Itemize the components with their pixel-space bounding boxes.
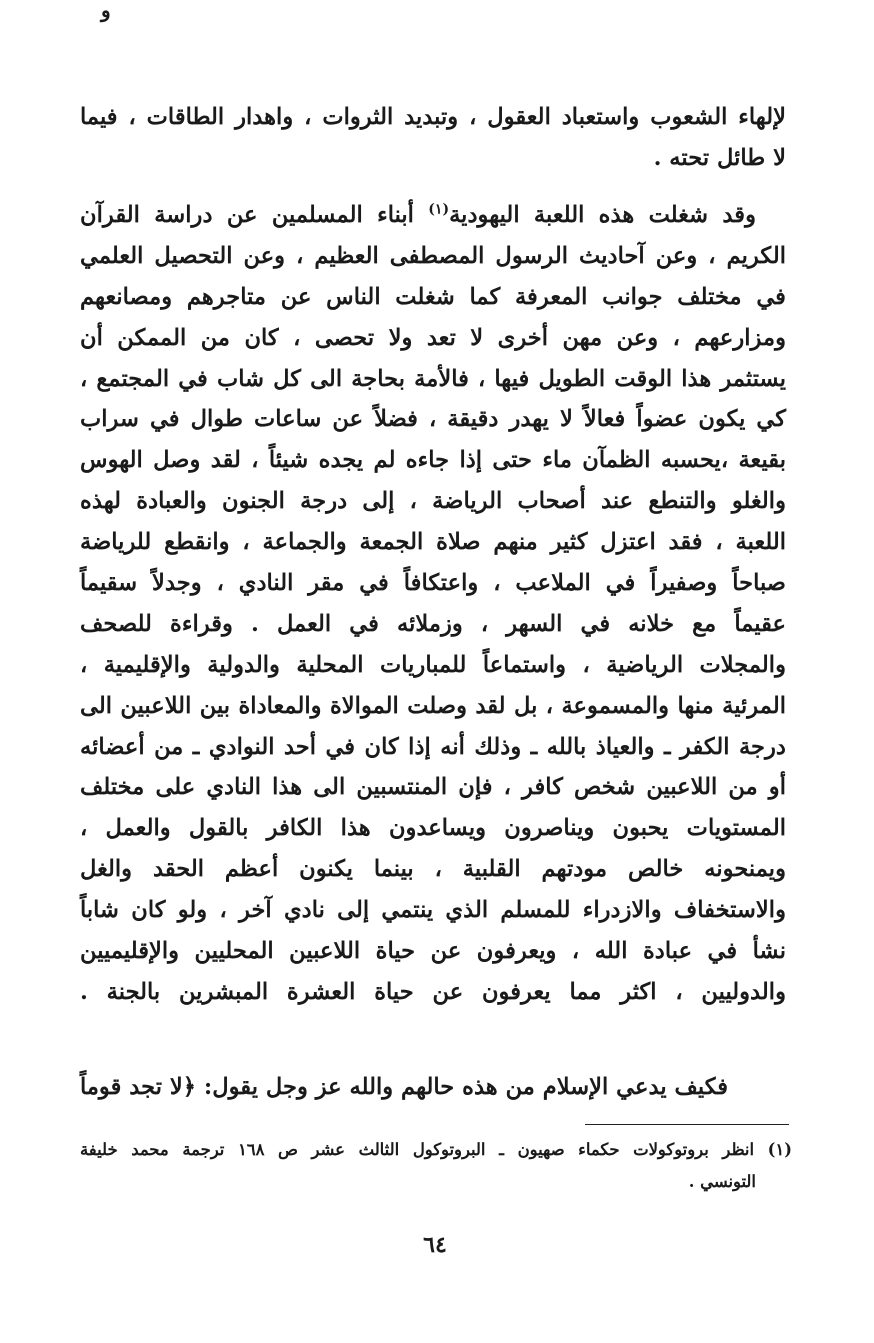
text-line: عقيماً مع خلانه في السهر ، وزملائه في العمل . وقراءة للصحف — [80, 610, 786, 637]
text-line: والدوليين ، اكثر مما يعرفون عن حياة العشرة المبشرين بالجنة . — [80, 978, 786, 1005]
page-number — [0, 1232, 874, 1258]
text-line: والاستخفاف والازدراء للمسلم الذي ينتمي إلى نادي آخر ، ولو كان شاباً — [80, 897, 786, 924]
footnote — [80, 1134, 792, 1198]
text-line: اللعبة ، فقد اعتزل كثير منهم صلاة الجمعة والجماعة ، وانقطع للرياضة — [80, 529, 786, 556]
text-line: والغلو والتنطع عند أصحاب الرياضة ، إلى درجة الجنون والعبادة لهذه — [80, 488, 786, 515]
text-line: المستويات يحبون ويناصرون ويساعدون هذا الكافر بالقول والعمل ، — [80, 815, 786, 842]
footnote-divider — [585, 1124, 789, 1125]
corner-mark: و — [101, 0, 111, 22]
text-line: بقيعة ،يحسبه الظمآن ماء حتى إذا جاءه لم يجده شيئاً ، لقد وصل الهوس — [80, 447, 786, 474]
paragraph-3 — [80, 1067, 786, 1107]
text-line: ويمنحونه خالص مودتهم القلبية ، بينما يكنون أعظم الحقد والغل — [80, 856, 786, 883]
text-line: في مختلف جوانب المعرفة كما شغلت الناس عن متاجرهم ومصانعهم — [80, 283, 786, 310]
text-line: والمجلات الرياضية ، واستماعاً للمباريات المحلية والدولية والإقليمية ، — [80, 651, 786, 678]
text-line: فكيف يدعي الإسلام من هذه حالهم والله عز وجل يقول: ﴿لا تجد قوماً — [79, 1074, 728, 1100]
text-line: كي يكون عضواً فعالاً لا يهدر دقيقة ، فضلاً عن ساعات طوال في سراب — [80, 406, 786, 433]
page-number-text: ٦٤ — [423, 1232, 447, 1258]
paragraph-1 — [80, 97, 786, 179]
text-line-start: وقد شغلت هذه اللعبة اليهودية — [449, 202, 756, 228]
footnote-reference[interactable]: (١) — [428, 201, 450, 218]
text-line: درجة الكفر ـ والعياذ بالله ـ وذلك أنه إذا كان في أحد النوادي ـ من أعضائه — [80, 733, 786, 760]
text-line: لإلهاء الشعوب واستعباد العقول ، وتبديد الثروات ، واهدار الطاقات ، فيما — [80, 104, 786, 130]
text-line — [80, 1013, 786, 1054]
text-line: الكريم ، وعن آحاديث الرسول المصطفى العظيم ، وعن التحصيل العلمي — [80, 242, 786, 269]
text-line: لا طائل تحته . — [653, 144, 786, 171]
text-line-with-footnote — [80, 195, 786, 236]
text-line-end: أبناء المسلمين عن دراسة القرآن — [80, 202, 414, 228]
paragraph-2 — [80, 195, 786, 1054]
text-line: صباحاً وصفيراً في الملاعب ، واعتكافاً في مقر النادي ، وجدلاً سقيماً — [80, 570, 786, 597]
text-line: ومزارعهم ، وعن مهن أخرى لا تعد ولا تحصى ، كان من الممكن أن — [80, 324, 786, 351]
text-line: يستثمر هذا الوقت الطويل فيها ، فالأمة بحاجة الى كل شاب في المجتمع ، — [80, 365, 786, 392]
footnote-line: (١) انظر بروتوكولات حكماء صهيون ـ البروتوكول الثالث عشر ص ١٦٨ ترجمة محمد خليفة — [80, 1140, 792, 1159]
text-line: نشأ في عبادة الله ، ويعرفون عن حياة اللاعبين المحليين والإقليميين — [80, 938, 786, 965]
text-line: أو من اللاعبين شخص كافر ، فإن المنتسبين الى هذا النادي على مختلف — [80, 774, 786, 801]
footnote-line: التونسي . — [688, 1172, 756, 1191]
text-line: المرئية منها والمسموعة ، بل لقد وصلت الموالاة والمعاداة بين اللاعبين الى — [80, 692, 786, 719]
